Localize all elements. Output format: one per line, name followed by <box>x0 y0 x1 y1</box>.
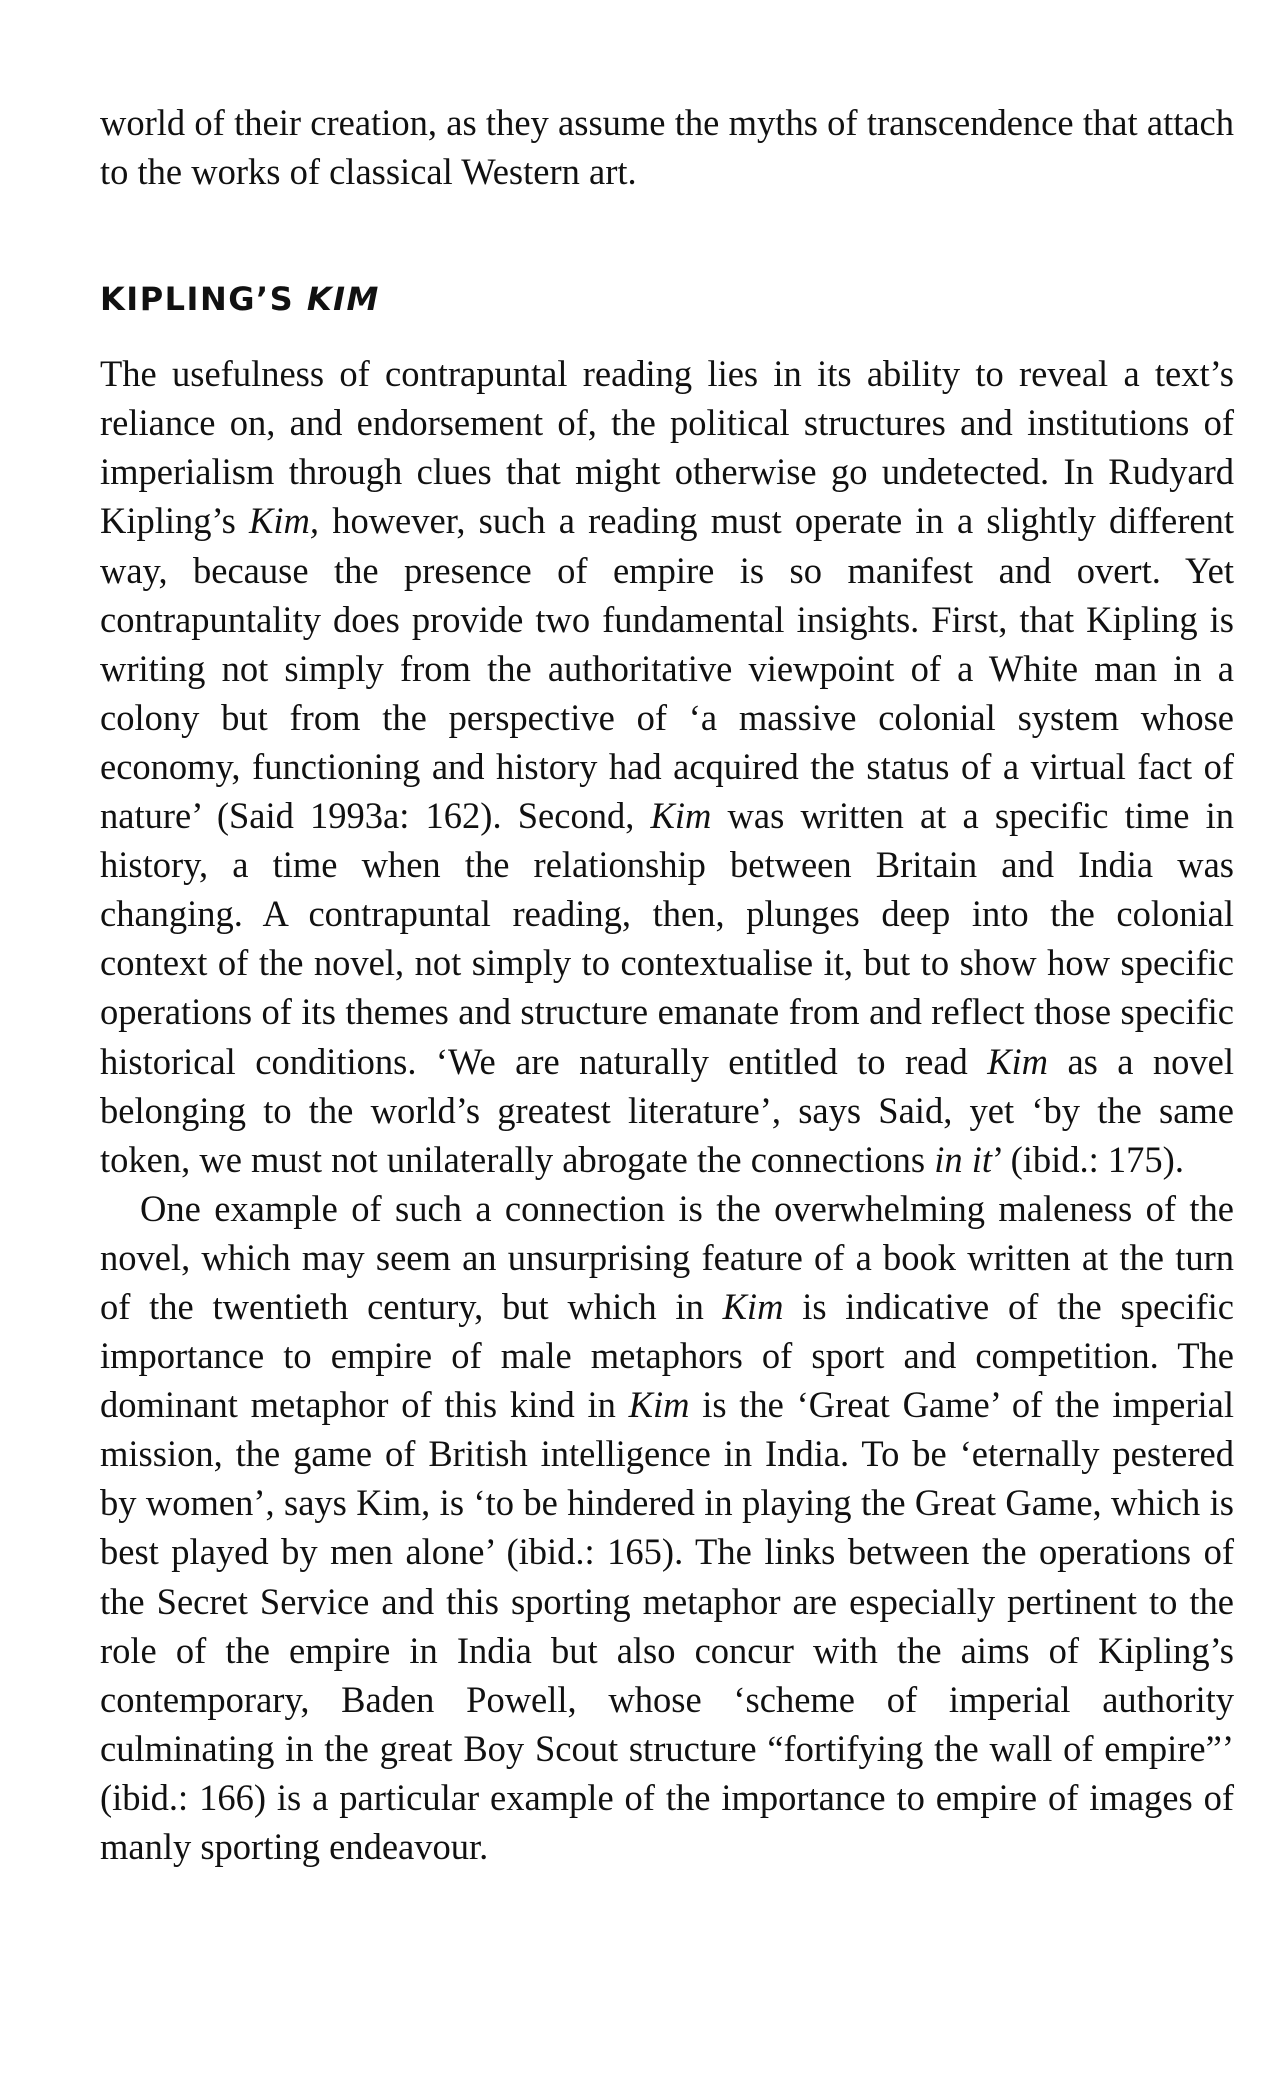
paragraph-2-text: is indicative of the specific importance to empire of male metaphors of sport and competition. The dominant metaphor of this kind in <box>100 1285 1234 1426</box>
body-paragraph-2 <box>100 1184 1234 1871</box>
paragraph-1-italic: Kim <box>987 1040 1049 1082</box>
body-paragraph-1 <box>100 349 1234 1184</box>
paragraph-1-italic: Kim <box>650 795 712 837</box>
paragraph-1-text: however, such a reading must operate in a slightly different way, because the presence of empire is so manifest and overt. Yet contrapuntality does provide two fundamental insights. First, that Kipling is writing not simply from the authoritative viewpoint of a White man in a colony but from the perspective of ‘a massive colonial system whose economy, functioning and history had acquired the status of a virtual fact of nature’ (Said 1993a: 162). Second, <box>100 500 1234 837</box>
section-heading-italic: KIM <box>306 280 380 319</box>
paragraph-1-text: was written at a specific time in history, a time when the relationship between Britain and India was changing. A contrapuntal reading, then, plunges deep into the colonial context of the novel, not simply to contextualise it, but to show how specific operations of its themes and structure emanate from and reflect those specific historical conditions. ‘We are naturally entitled to read <box>100 795 1235 1082</box>
intro-text: world of their creation, as they assume the myths of transcendence that attach to the works of classical Western art. <box>100 102 1234 193</box>
paragraph-1-italic: in it <box>934 1138 993 1180</box>
book-page <box>100 98 1234 1871</box>
paragraph-1-text: as a novel belonging to the world’s greatest literature’, says Said, yet ‘by the same token, we must not unilaterally abrogate the connections <box>100 1040 1234 1180</box>
paragraph-2-italic: Kim <box>722 1285 784 1327</box>
paragraph-2-text: is the ‘Great Game’ of the imperial mission, the game of British intelligence in India. To be ‘eternally pestered by women’, says Kim, is ‘to be hindered in playing the Great Game, which is best played by men alone’ (ibid.: 165). The links between the operations of the Secret Service and this sporting metaphor are especially pertinent to the role of the empire in India but also concur with the aims of Kipling’s contemporary, Baden Powell, whose ‘scheme of imperial authority culminating in the great Boy Scout structure “fortifying the wall of empire”’ (ibid.: 166) is a particular example of the importance to empire of images of manly sporting endeavour. <box>100 1384 1235 1867</box>
paragraph-2-text: One example of such a connection is the overwhelming maleness of the novel, which may seem an unsurprising feature of a book written at the turn of the twentieth century, but which in <box>100 1187 1234 1327</box>
paragraph-1-text: ’ (ibid.: 175). <box>992 1138 1184 1180</box>
section-heading-prefix: KIPLING’S <box>100 280 295 319</box>
section-heading <box>100 279 1234 319</box>
paragraph-2-italic: Kim <box>628 1384 690 1426</box>
paragraph-1-italic: Kim, <box>249 500 320 542</box>
paragraph-1-text: The usefulness of contrapuntal reading lies in its ability to reveal a text’s reliance on, and endorsement of, the political structures and institutions of imperialism through clues that might otherwise go undetected. In Rudyard Kipling’s <box>100 353 1234 542</box>
intro-paragraph <box>100 98 1234 196</box>
